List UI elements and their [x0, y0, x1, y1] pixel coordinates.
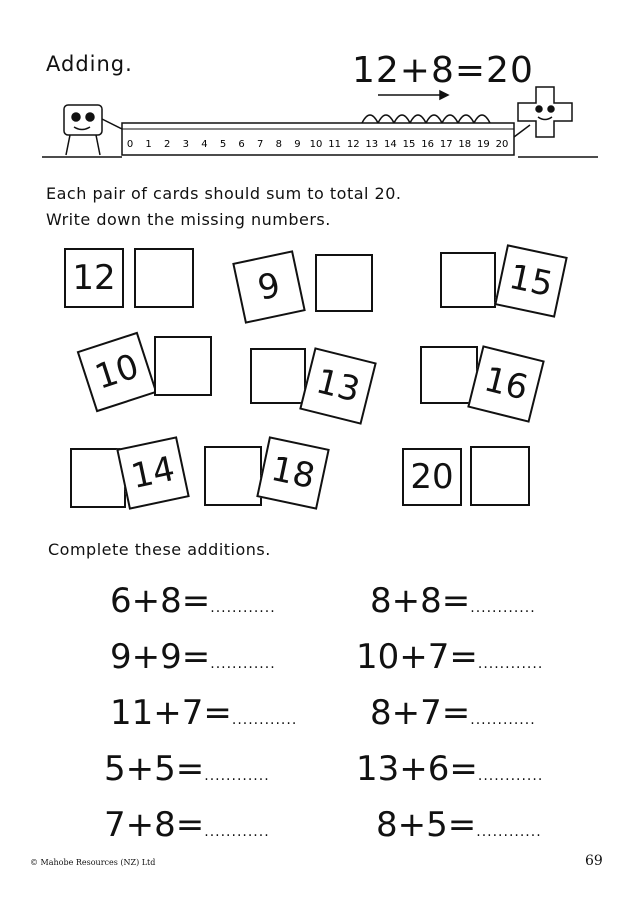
- ruler-numbers: [127, 139, 509, 150]
- additions-heading: Complete these additions.: [48, 540, 271, 559]
- page-number: 69: [585, 853, 603, 869]
- cartoon-character-left-icon: [42, 105, 122, 157]
- page-title: Adding.: [46, 52, 133, 76]
- ruler-number: 4: [201, 139, 208, 150]
- ruler-number: 3: [182, 139, 189, 150]
- answer-blank[interactable]: ............: [470, 712, 536, 728]
- answer-box[interactable]: [204, 446, 262, 506]
- addition-right-1: [370, 581, 536, 621]
- equation-text: 7+8=: [104, 805, 205, 845]
- number-line-illustration: [40, 85, 600, 165]
- answer-blank[interactable]: ............: [204, 768, 270, 784]
- card-12: 12: [64, 248, 124, 308]
- ruler-number: 14: [384, 139, 397, 150]
- ruler-number: 5: [219, 139, 227, 150]
- card-15: 15: [494, 244, 568, 318]
- addition-right-5: [376, 805, 542, 845]
- arrow: [378, 91, 448, 99]
- answer-box[interactable]: [315, 254, 373, 312]
- ruler-number: 11: [328, 139, 341, 150]
- equation-text: 10+7=: [356, 637, 478, 677]
- equation-text: 8+8=: [370, 581, 471, 621]
- ruler-number: 15: [402, 139, 416, 150]
- copyright-text: © Mahobe Resources (NZ) Ltd: [30, 858, 156, 867]
- ruler-number: 12: [346, 139, 360, 150]
- addition-left-2: [110, 637, 276, 677]
- card-18: 18: [256, 436, 330, 510]
- answer-box[interactable]: [134, 248, 194, 308]
- answer-box[interactable]: [250, 348, 306, 404]
- card-16: 16: [467, 345, 545, 423]
- equation-text: 6+8=: [110, 581, 211, 621]
- ruler-number: 9: [294, 139, 301, 150]
- ruler-number: 8: [275, 139, 282, 150]
- ruler-number: 1: [145, 139, 152, 150]
- card-13: 13: [299, 347, 377, 425]
- ruler-number: 2: [164, 139, 171, 150]
- ruler-number: 6: [238, 139, 245, 150]
- addition-right-4: [356, 749, 544, 789]
- answer-blank[interactable]: ............: [477, 768, 544, 784]
- equation-text: 11+7=: [110, 693, 232, 733]
- plus-sign-character-icon: [514, 87, 598, 157]
- ruler-number: 13: [365, 139, 379, 150]
- answer-blank[interactable]: ............: [477, 656, 544, 672]
- ruler-number: 16: [421, 139, 434, 150]
- answer-blank[interactable]: ............: [210, 656, 276, 672]
- instruction-line-2: Write down the missing numbers.: [46, 210, 331, 229]
- answer-blank[interactable]: ............: [231, 712, 298, 728]
- card-10: 10: [77, 332, 158, 413]
- example-equation: 12+8=20: [352, 50, 534, 91]
- addition-left-5: [104, 805, 270, 845]
- equation-text: 13+6=: [356, 749, 478, 789]
- ruler-number: 7: [257, 139, 264, 150]
- ruler-number: 10: [309, 139, 323, 150]
- card-20: 20: [402, 448, 462, 506]
- ruler-number: 20: [495, 139, 509, 150]
- instruction-line-1: Each pair of cards should sum to total 20.: [46, 184, 402, 203]
- answer-blank[interactable]: ............: [204, 824, 270, 840]
- equation-text: 8+7=: [370, 693, 471, 733]
- addition-left-4: [104, 749, 270, 789]
- equation-text: 9+9=: [110, 637, 211, 677]
- answer-box[interactable]: [440, 252, 496, 308]
- answer-blank[interactable]: ............: [476, 824, 542, 840]
- equation-text: 5+5=: [104, 749, 205, 789]
- answer-box[interactable]: [470, 446, 530, 506]
- ruler-number: 19: [477, 139, 490, 150]
- addition-left-1: [110, 581, 276, 621]
- ruler-number: 17: [439, 139, 453, 150]
- ruler-number: 0: [126, 139, 134, 150]
- addition-left-3: [110, 693, 298, 733]
- hop-arcs: [362, 115, 490, 123]
- answer-blank[interactable]: ............: [470, 600, 536, 616]
- ruler-number: 18: [458, 139, 472, 150]
- addition-right-2: [356, 637, 544, 677]
- card-14: 14: [116, 436, 190, 510]
- equation-text: 8+5=: [376, 805, 477, 845]
- answer-blank[interactable]: ............: [210, 600, 276, 616]
- answer-box[interactable]: [154, 336, 212, 396]
- card-9: 9: [232, 250, 306, 324]
- addition-right-3: [370, 693, 536, 733]
